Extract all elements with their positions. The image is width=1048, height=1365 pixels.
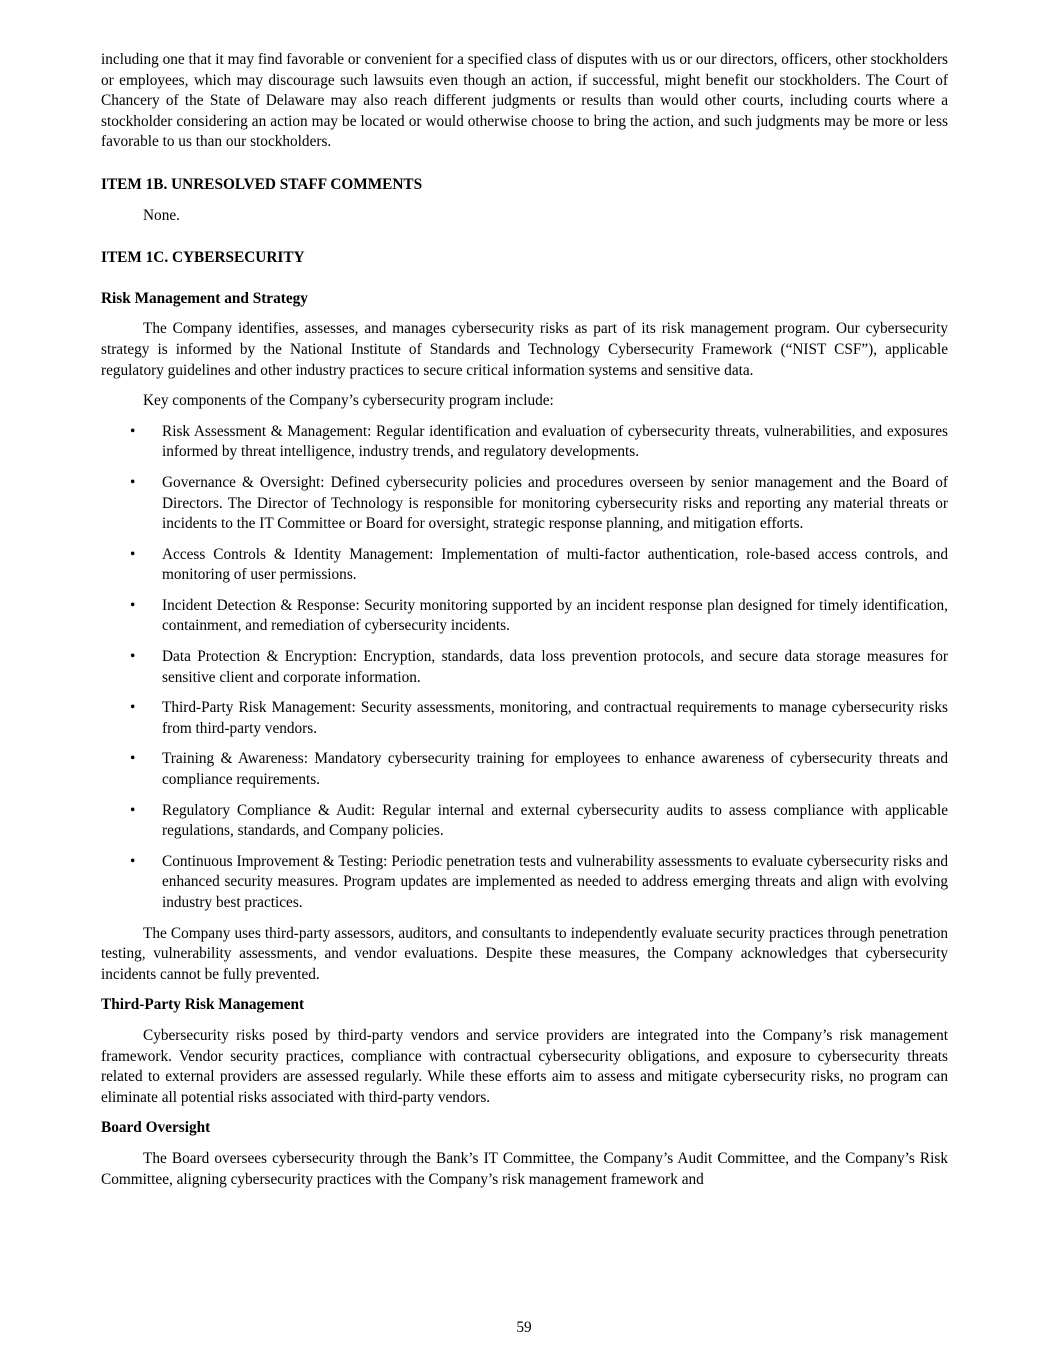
item-1b-heading: ITEM 1B. UNRESOLVED STAFF COMMENTS bbox=[101, 175, 423, 193]
list-item-text: Continuous Improvement & Testing: Periodic penetration tests and vulnerability assessments to evaluate cybersecurity risks and enhanced security measures. Program updates are implemented as needed to address emerging threats and align with evolving industry best practices. bbox=[162, 852, 948, 911]
risk-management-paragraph-3: The Company uses third-party assessors, auditors, and consultants to independently evaluate security practices through penetration testing, vulnerability assessments, and vendor evaluations. Despite these measures, the Company acknowledges that cybersecurity incidents cannot be fully prevented. bbox=[101, 924, 948, 983]
list-item-text: Regulatory Compliance & Audit: Regular internal and external cybersecurity audits to assess compliance with applicable regulations, standards, and Company policies. bbox=[162, 801, 948, 840]
list-item bbox=[101, 473, 948, 535]
item-1c-heading: ITEM 1C. CYBERSECURITY bbox=[101, 249, 305, 267]
risk-management-paragraph-1: The Company identifies, assesses, and manages cybersecurity risks as part of its risk management program. Our cybersecurity strategy is informed by the National Institute of Standards and Technology Cybersecurity Framework (“NIST CSF”), applicable regulatory guidelines and other industry practices to secure critical information systems and sensitive data. bbox=[101, 320, 948, 379]
board-oversight-paragraph: The Board oversees cybersecurity through the Bank’s IT Committee, the Company’s Audit Committee, and the Company’s Risk Committee, aligning cybersecurity practices with the Company’s risk management framework and bbox=[101, 1149, 948, 1188]
bullet-icon: • bbox=[130, 422, 136, 440]
list-item-text: Data Protection & Encryption: Encryption, standards, data loss prevention protocols, and secure data storage measures for sensitive client and corporate information. bbox=[162, 648, 948, 686]
bullet-icon: • bbox=[130, 596, 136, 614]
risk-management-paragraph-2: Key components of the Company’s cybersecurity program include: bbox=[143, 392, 554, 410]
page-number: 59 bbox=[516, 1319, 532, 1336]
list-item-text: Third-Party Risk Management: Security assessments, monitoring, and contractual requirements to manage cybersecurity risks from third-party vendors. bbox=[162, 699, 948, 737]
bullet-icon: • bbox=[130, 545, 136, 563]
list-item bbox=[101, 545, 948, 586]
bullet-icon: • bbox=[130, 699, 136, 717]
list-item-text: Training & Awareness: Mandatory cybersecurity training for employees to enhance awareness of cybersecurity threats and compliance requirements. bbox=[162, 750, 948, 789]
bullet-icon: • bbox=[130, 801, 136, 819]
board-oversight-heading: Board Oversight bbox=[101, 1119, 211, 1137]
list-item bbox=[101, 749, 948, 790]
list-item bbox=[101, 698, 948, 739]
list-item bbox=[101, 852, 948, 914]
key-components-list bbox=[101, 422, 948, 914]
bullet-icon: • bbox=[130, 648, 136, 666]
list-item-text: Incident Detection & Response: Security monitoring supported by an incident response plan designed for timely identification, containment, and remediation of cybersecurity incidents. bbox=[162, 596, 948, 635]
third-party-paragraph: Cybersecurity risks posed by third-party vendors and service providers are integrated into the Company’s risk management framework. Vendor security practices, compliance with contractual cybersecurity obligations, and exposure to cybersecurity threats related to external providers are assessed regularly. While these efforts aim to assess and mitigate cybersecurity risks, no program can eliminate all potential risks associated with third-party vendors. bbox=[101, 1026, 948, 1106]
list-item bbox=[101, 647, 948, 688]
list-item-text: Governance & Oversight: Defined cybersecurity policies and procedures overseen by senior management and the Board of Directors. The Director of Technology is responsible for monitoring cybersecurity risks and reporting any material threats or incidents to the IT Committee or Board for oversight, strategic response planning, and mitigation efforts. bbox=[162, 473, 948, 533]
risk-management-heading: Risk Management and Strategy bbox=[101, 289, 308, 307]
item-1b-body: None. bbox=[143, 206, 180, 224]
list-item bbox=[101, 596, 948, 637]
list-item-text: Access Controls & Identity Management: Implementation of multi-factor authentication, role-based access controls, and monitoring of user permissions. bbox=[162, 545, 948, 584]
intro-paragraph: including one that it may find favorable or convenient for a specified class of disputes with us or our directors, officers, other stockholders or employees, which may discourage such lawsuits even though an action, if successful, might benefit our stockholders. The Court of Chancery of the State of Delaware may also reach different judgments or results than would other courts, including courts where a stockholder considering an action may be located or would otherwise choose to bring the action, and such judgments may be more or less favorable to us than our stockholders. bbox=[101, 51, 948, 151]
list-item bbox=[101, 422, 948, 463]
document-page bbox=[101, 50, 948, 1190]
list-item-text: Risk Assessment & Management: Regular identification and evaluation of cybersecurity threats, vulnerabilities, and exposures informed by threat intelligence, industry trends, and regulatory developments. bbox=[162, 422, 948, 461]
bullet-icon: • bbox=[130, 750, 136, 768]
bullet-icon: • bbox=[130, 473, 136, 491]
list-item bbox=[101, 801, 948, 842]
third-party-heading: Third-Party Risk Management bbox=[101, 996, 305, 1014]
bullet-icon: • bbox=[130, 852, 136, 870]
